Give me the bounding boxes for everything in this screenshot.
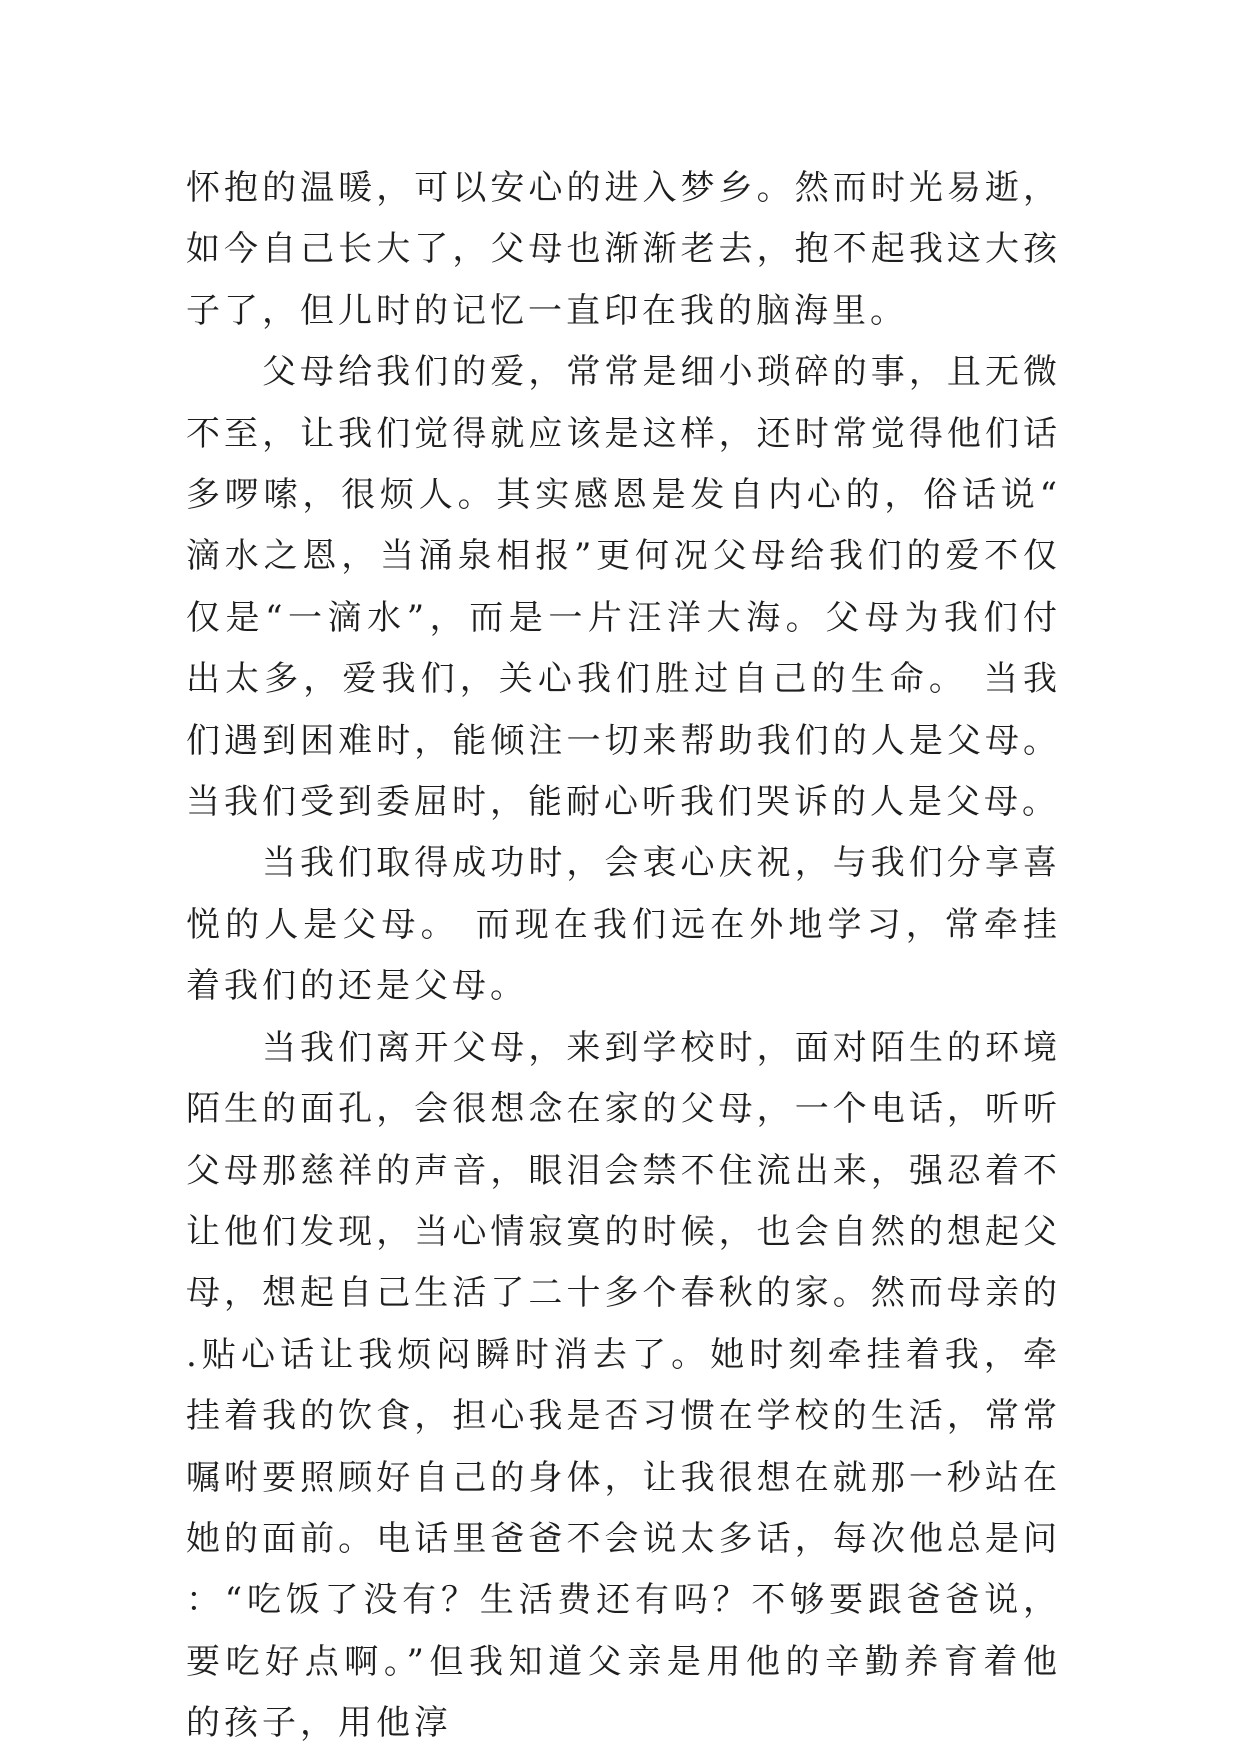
paragraph-3: 当我们取得成功时，会衷心庆祝，与我们分享喜悦的人是父母。 而现在我们远在外地学习，常牵挂着我们的还是父母。 [186, 843, 1061, 1007]
paragraph-4: 当我们离开父母，来到学校时，面对陌生的环境陌生的面孔，会很想念在家的父母，一个电话，听听父母那慈祥的声音，眼泪会禁不住流出来，强忍着不让他们发现，当心情寂寞的时候，也会自然的想起父母，想起自己生活了二十多个春秋的家。然而母亲的.贴心话让我烦闷瞬时消去了。她时刻牵挂着我，牵挂着我的饮食，担心我是否习惯在学校的生活，常常嘱咐要照顾好自己的身体，让我很想在就那一秒站在她的面前。电话里爸爸不会说太多话，每次他总是问：“吃饭了没有？生活费还有吗？不够要跟爸爸说，要吃好点啊。”但我知道父亲是用他的辛勤养育着他的孩子，用他淳 [186, 1027, 1061, 1744]
paragraph-2: 父母给我们的爱，常常是细小琐碎的事，且无微不至，让我们觉得就应该是这样，还时常觉得他们话多啰嗦，很烦人。其实感恩是发自内心的，俗话说“滴水之恩，当涌泉相报”更何况父母给我们的爱不仅仅是“一滴水”，而是一片汪洋大海。父母为我们付出太多，爱我们，关心我们胜过自己的生命。 当我们遇到困难时，能倾注一切来帮助我们的人是父母。 当我们受到委屈时，能耐心听我们哭诉的人是父母。 [186, 352, 1061, 823]
document-body [186, 158, 1061, 1755]
paragraph-1: 怀抱的温暖，可以安心的进入梦乡。然而时光易逝，如今自己长大了，父母也渐渐老去，抱不起我这大孩子了，但儿时的记忆一直印在我的脑海里。 [186, 168, 1061, 331]
